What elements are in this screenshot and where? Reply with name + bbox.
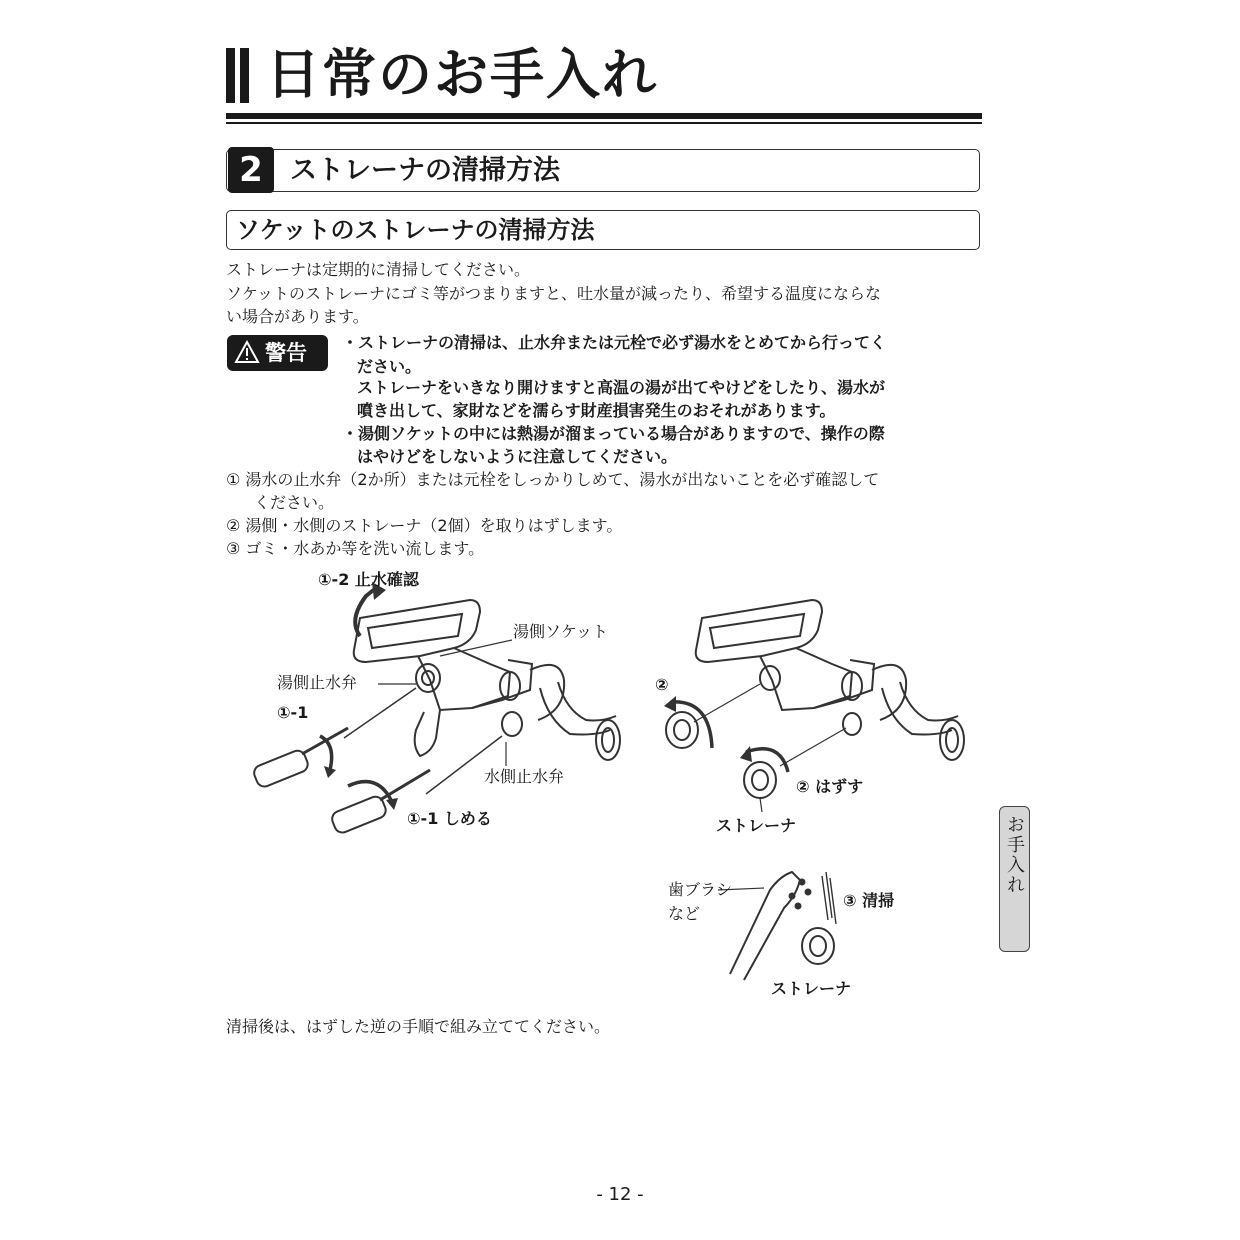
closing-note: 清掃後は、はずした逆の手順で組み立ててください。	[226, 1017, 611, 1036]
title-bar-mark-2	[240, 48, 249, 103]
section-number: 2	[228, 147, 274, 193]
label-remove: ② はずす	[796, 777, 864, 796]
warning-triangle-icon	[234, 340, 260, 364]
side-index-tab-label: お手入れ	[1004, 815, 1025, 895]
strainer-icon	[664, 696, 712, 748]
warning-line: ・湯側ソケットの中には熱湯が溜まっている場合がありますので、操作の際	[342, 424, 885, 443]
section-title: ストレーナの清掃方法	[290, 155, 560, 186]
screwdriver-icon	[252, 728, 348, 789]
warning-line: ・ストレーナの清掃は、止水弁または元栓で必ず湯水をとめてから行ってく	[342, 333, 887, 352]
warning-line: ださい。	[357, 357, 422, 376]
warning-label: 警告	[265, 341, 307, 365]
step-line: ③ ゴミ・水あか等を洗い流します。	[226, 539, 485, 558]
intro-line: ストレーナは定期的に清掃してください。	[226, 260, 531, 279]
label-step1: ①-1	[277, 703, 309, 722]
label-hot-socket: 湯側ソケット	[513, 622, 609, 641]
faucet-illustration-right	[696, 600, 964, 760]
page-number: - 12 -	[596, 1184, 644, 1205]
intro-line: ソケットのストレーナにゴミ等がつまりますと、吐水量が減ったり、希望する温度にならな	[226, 284, 882, 303]
strainer-icon	[802, 928, 834, 964]
warning-line: はやけどをしないように注意してください。	[357, 447, 678, 466]
label-clean: ③ 清掃	[843, 891, 895, 910]
label-close: ①-1 しめる	[407, 809, 492, 828]
label-strainer: ストレーナ	[716, 816, 797, 835]
title-bar-mark	[226, 48, 235, 103]
water-stream-icon	[822, 872, 836, 924]
label-toothbrush-etc: など	[668, 904, 701, 923]
step-line: ② 湯側・水側のストレーナ（2個）を取りはずします。	[226, 516, 623, 535]
label-toothbrush: 歯ブラシ	[668, 880, 733, 899]
intro-line: い場合があります。	[226, 307, 369, 326]
strainer-icon	[740, 746, 788, 812]
label-cold-valve: 水側止水弁	[484, 767, 565, 786]
faucet-cleaning-diagram	[240, 560, 1000, 1010]
warning-line: 噴き出して、家財などを濡らす財産損害発生のおそれがあります。	[357, 401, 836, 420]
side-index-tab[interactable]	[999, 806, 1030, 952]
title-rule-thin	[226, 122, 982, 124]
label-hot-valve: 湯側止水弁	[277, 673, 358, 692]
step-line: ください。	[254, 493, 335, 512]
step-line: ① 湯水の止水弁（2か所）または元栓をしっかりしめて、湯水が出ないことを必ず確認して	[226, 470, 880, 489]
title-rule	[226, 113, 982, 119]
label-stop-check: ①-2 止水確認	[318, 570, 419, 589]
label-step2: ②	[655, 675, 669, 694]
warning-badge	[227, 335, 328, 371]
warning-line: ストレーナをいきなり開けますと高温の湯が出てやけどをしたり、湯水が	[357, 378, 886, 397]
label-strainer-2: ストレーナ	[771, 979, 852, 998]
subsection-title: ソケットのストレーナの清掃方法	[236, 216, 595, 244]
page-title: 日常のお手入れ	[266, 43, 658, 106]
